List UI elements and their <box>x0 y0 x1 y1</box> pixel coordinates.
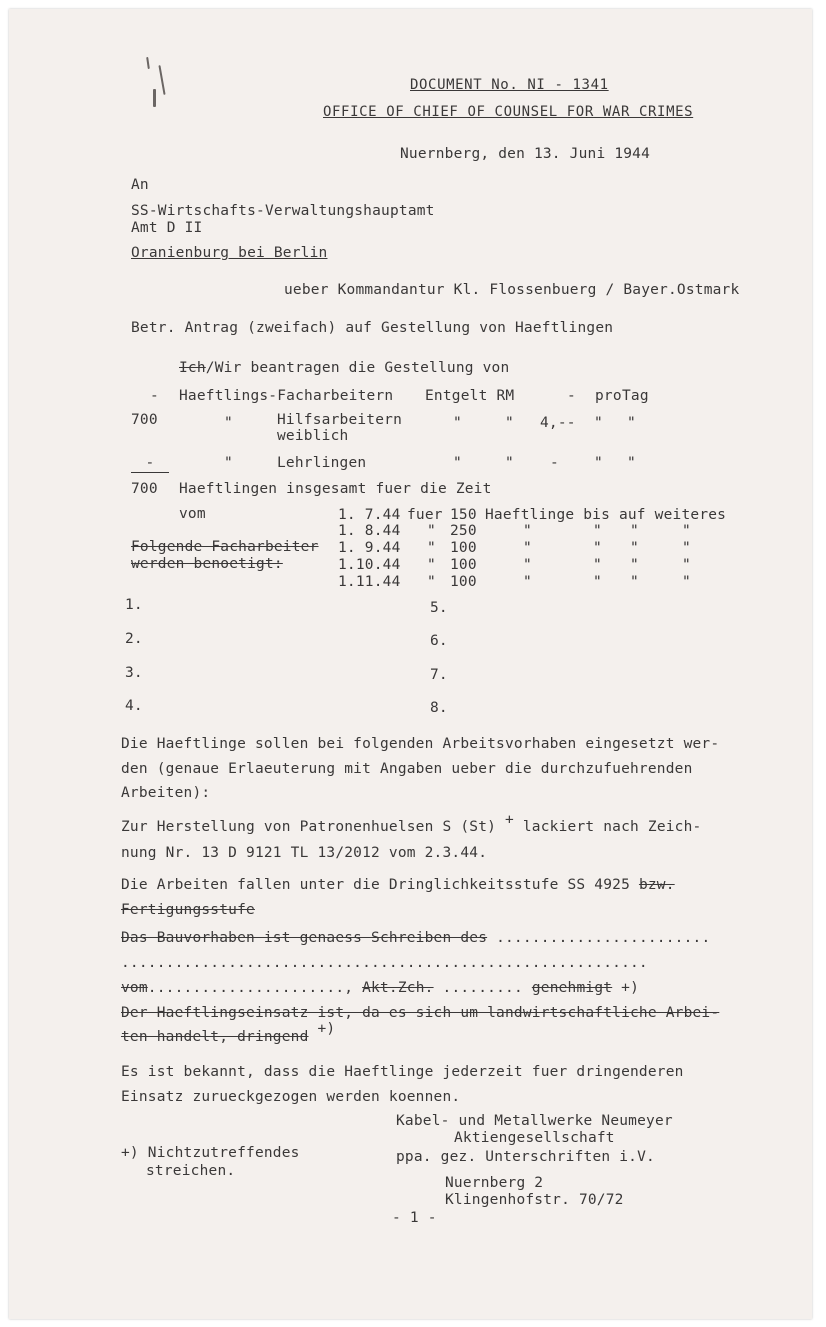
row1-amount: - <box>567 388 576 404</box>
row2-ditto: " <box>505 415 514 431</box>
list-item-1: 1. <box>125 597 143 613</box>
schedule-date: 1.10.44 <box>338 557 401 573</box>
row2-count: 700 <box>131 412 158 428</box>
row2-sub: weiblich <box>277 428 349 444</box>
address-to: An <box>131 177 149 193</box>
row3-ditto: " <box>224 455 233 471</box>
row2-ditto: " <box>594 415 603 431</box>
production-line-2: nung Nr. 13 D 9121 TL 13/2012 vom 2.3.44. <box>121 845 488 861</box>
struck-facharbeiter: Folgende Facharbeiter <box>131 539 319 555</box>
struck-benoetigt: werden benoetigt: <box>131 556 283 572</box>
document-number: DOCUMENT No. NI - 1341 <box>410 77 609 93</box>
struck-bzw: bzw. <box>638 877 675 893</box>
company-city: Nuernberg 2 <box>445 1175 544 1191</box>
schedule-ditto: " <box>593 574 602 590</box>
schedule-ditto: " <box>523 574 532 590</box>
row3-amount: - <box>550 455 559 471</box>
schedule-count: 250 <box>450 523 477 539</box>
row2-label: Hilfsarbeitern <box>277 412 403 428</box>
schedule-ditto: " <box>593 557 602 573</box>
row2-amount: 4,-- <box>540 415 576 431</box>
struck-aktzch: Akt.Zch. <box>362 980 434 996</box>
total-count: 700 <box>131 481 158 497</box>
known-line-1: Es ist bekannt, dass die Haeftlinge jederzeit fuer dringenderen <box>121 1064 684 1080</box>
einsatz-line-2 <box>121 1021 336 1046</box>
schedule-vom: vom <box>179 506 206 522</box>
schedule-ditto: " <box>630 540 639 556</box>
company-street: Klingenhofstr. 70/72 <box>445 1192 624 1208</box>
row3-count: - <box>131 455 169 473</box>
schedule-text: Haeftlinge bis auf weiteres <box>485 507 727 523</box>
address-place: Oranienburg bei Berlin <box>131 245 328 261</box>
address-via: ueber Kommandantur Kl. Flossenbuerg / Bayer.Ostmark <box>284 282 740 298</box>
schedule-ditto: " <box>523 523 532 539</box>
schedule-ditto: " <box>682 557 691 573</box>
list-item-3: 3. <box>125 665 143 681</box>
schedule-fuer: fuer <box>407 507 443 523</box>
page-number: - 1 - <box>392 1210 437 1226</box>
work-line-3: Arbeiten): <box>121 785 211 801</box>
schedule-ditto: " <box>593 523 602 539</box>
row3-ditto: " <box>627 455 636 471</box>
company-name: Kabel- und Metallwerke Neumeyer <box>396 1113 673 1129</box>
list-item-7: 7. <box>430 667 448 683</box>
request-line <box>179 360 509 377</box>
schedule-ditto: " <box>593 540 602 556</box>
schedule-ditto: " <box>682 540 691 556</box>
total-text: Haeftlingen insgesamt fuer die Zeit <box>179 481 492 497</box>
schedule-date: 1. 9.44 <box>338 540 401 556</box>
schedule-ditto: " <box>682 574 691 590</box>
footnote-ref: +) <box>317 1021 336 1037</box>
schedule-ditto: " <box>523 557 532 573</box>
subject-line: Betr. Antrag (zweifach) auf Gestellung von Haeftlingen <box>131 320 614 336</box>
row1-entgelt: Entgelt RM <box>425 388 515 404</box>
dotted-line: ......................, <box>147 980 354 996</box>
schedule-ditto: " <box>630 574 639 590</box>
production-text: lackiert nach Zeich- <box>522 819 702 835</box>
schedule-count: 150 <box>450 507 477 523</box>
struck-genehmigt: genehmigt <box>531 980 613 996</box>
row2-ditto: " <box>224 415 233 431</box>
pencil-mark <box>146 57 150 69</box>
schedule-ditto: " <box>682 523 691 539</box>
dotted-line: ........................ <box>496 930 711 946</box>
schedule-ditto: " <box>630 557 639 573</box>
footnote-line-2: streichen. <box>146 1163 236 1179</box>
address-dept: Amt D II <box>131 220 203 236</box>
production-text: Zur Herstellung von Patronenhuelsen S (St) <box>121 819 497 835</box>
row3-label: Lehrlingen <box>277 455 367 471</box>
request-text: /Wir beantragen die Gestellung von <box>205 360 510 376</box>
row3-ditto: " <box>505 455 514 471</box>
list-item-5: 5. <box>430 600 448 616</box>
schedule-count: 100 <box>450 540 477 556</box>
schedule-date: 1.11.44 <box>338 574 401 590</box>
row2-ditto: " <box>627 415 636 431</box>
production-line-1 <box>121 812 702 836</box>
work-line-1: Die Haeftlinge sollen bei folgenden Arbeitsvorhaben eingesetzt wer- <box>121 736 720 752</box>
list-item-4: 4. <box>125 698 143 714</box>
footnote-line-1: +) Nichtzutreffendes <box>121 1145 300 1161</box>
dotted-line: ......... <box>442 980 523 996</box>
plus-mark: + <box>505 812 514 828</box>
bau-line-1 <box>121 930 710 947</box>
row1-tag: Tag <box>622 388 649 404</box>
row2-ditto: " <box>453 415 462 431</box>
struck-fertigungsstufe: Fertigungsstufe <box>121 902 255 918</box>
schedule-ditto: " <box>523 540 532 556</box>
struck-vom: vom <box>121 980 148 996</box>
schedule-ditto: " <box>630 523 639 539</box>
signed-line: ppa. gez. Unterschriften i.V. <box>396 1149 655 1165</box>
struck-word: Ich <box>179 360 206 376</box>
pencil-mark <box>153 89 156 107</box>
pencil-mark <box>158 65 165 95</box>
schedule-ditto: " <box>427 557 436 573</box>
urgency-line-1 <box>121 877 675 894</box>
row1-label: Haeftlings-Facharbeitern <box>179 388 394 404</box>
row3-ditto: " <box>594 455 603 471</box>
row1-count: - <box>150 388 159 404</box>
date-line: Nuernberg, den 13. Juni 1944 <box>400 146 651 162</box>
row1-per: pro <box>595 388 622 404</box>
company-type: Aktiengesellschaft <box>454 1130 615 1146</box>
address-org: SS-Wirtschafts-Verwaltungshauptamt <box>131 203 435 219</box>
footnote-ref: +) <box>621 980 640 996</box>
schedule-ditto: " <box>427 523 436 539</box>
list-item-6: 6. <box>430 633 448 649</box>
list-item-2: 2. <box>125 631 143 647</box>
row3-ditto: " <box>453 455 462 471</box>
schedule-count: 100 <box>450 557 477 573</box>
known-line-2: Einsatz zurueckgezogen werden koennen. <box>121 1089 461 1105</box>
list-item-8: 8. <box>430 700 448 716</box>
schedule-ditto: " <box>427 540 436 556</box>
struck-einsatz-line-1: Der Haeftlingseinsatz ist, da es sich um landwirtschaftliche Arbei- <box>121 1005 720 1021</box>
struck-einsatz-line-2: ten handelt, dringend <box>121 1029 309 1045</box>
schedule-date: 1. 7.44 <box>338 507 401 523</box>
struck-bauvorhaben: Das Bauvorhaben ist genaess Schreiben des <box>121 930 488 946</box>
schedule-date: 1. 8.44 <box>338 523 401 539</box>
office-title: OFFICE OF CHIEF OF COUNSEL FOR WAR CRIMES <box>323 104 694 120</box>
urgency-text: Die Arbeiten fallen unter die Dringlichkeitsstufe SS 4925 <box>121 877 630 893</box>
schedule-count: 100 <box>450 574 477 590</box>
work-line-2: den (genaue Erlaeuterung mit Angaben ueber die durchzufuehrenden <box>121 761 693 777</box>
bau-line-3 <box>121 980 639 997</box>
dotted-line: ........................................................... <box>121 955 648 971</box>
schedule-ditto: " <box>427 574 436 590</box>
